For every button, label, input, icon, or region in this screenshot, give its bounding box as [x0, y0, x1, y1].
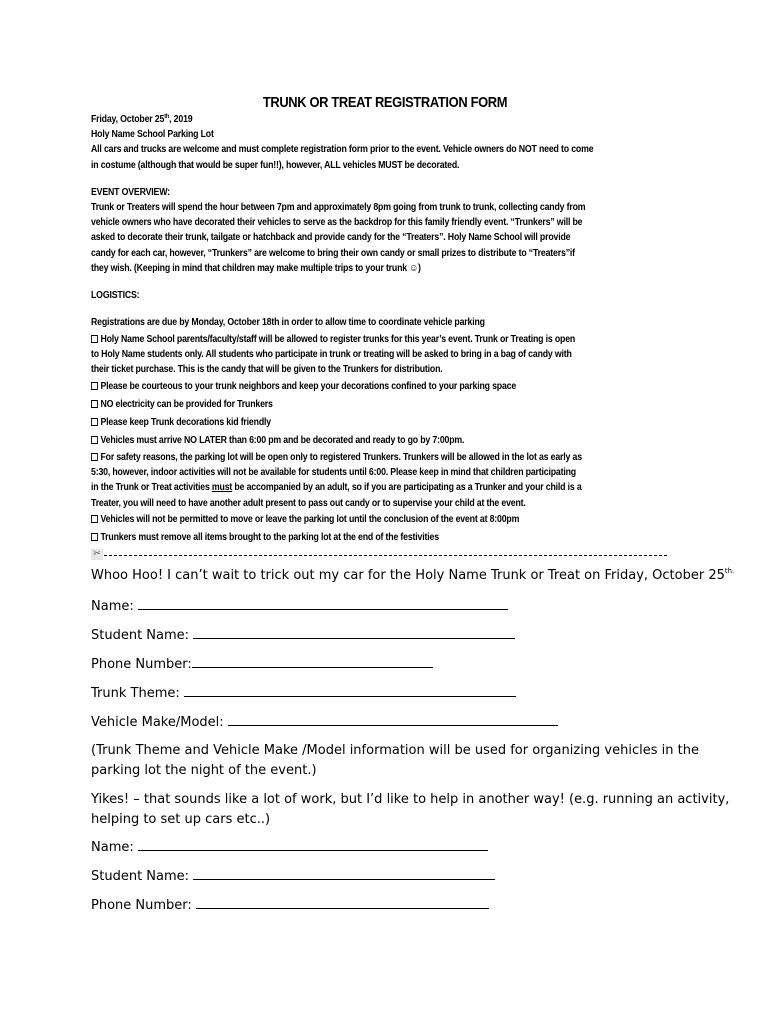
form-heading: Whoo Hoo! I can’t wait to trick out my car for the Holy Name Trunk or Treat on Friday, October $25^{th.}$ [91, 567, 735, 583]
checkbox-icon [91, 400, 98, 408]
logistics-item-7: Vehicles will not be permitted to move or leave the parking lot until the conclusion of the event at 8:00pm [91, 512, 676, 527]
logistics-item-8: Trunkers must remove all items brought to the parking lot at the end of the festivities [91, 530, 676, 545]
helper-student-name-input-line[interactable] [193, 867, 495, 880]
event-location: Holy Name School Parking Lot [91, 129, 214, 141]
intro-line-1: All cars and trucks are welcome and must complete registration form prior to the event. Vehicle owners do NOT need to come [91, 144, 594, 156]
event-date: Friday, October 25th, 2019 [91, 113, 193, 125]
helper-phone-number-field[interactable]: Phone Number: [91, 896, 489, 916]
name-input-line[interactable] [138, 597, 508, 610]
checkbox-icon [91, 436, 98, 444]
helper-name-field[interactable]: Name: [91, 838, 488, 858]
checkbox-icon [91, 382, 98, 390]
overview-line: candy for each car, however, “Trunkers” are welcome to bring their own candy or small prizes to distribute to “Treaters”if [91, 247, 575, 259]
logistics-item-1: Holy Name School parents/faculty/staff will be allowed to register trunks for this year’s event. Trunk or Treating is open to Holy Name students only. All students who participate in trunk or treating will be asked to bring in a bag of candy with their ticket purchase. This is the candy that will be given to the Trunkers for distribution. [91, 334, 576, 376]
trunk-theme-input-line[interactable] [184, 684, 516, 697]
checkbox-icon [91, 515, 98, 523]
info-note: (Trunk Theme and Vehicle Make /Model information will be used for organizing vehicles in the parking lot the night of the event.) [91, 743, 699, 778]
checkbox-icon [91, 418, 98, 426]
logistics-item-5: Vehicles must arrive NO LATER than 6:00 pm and be decorated and ready to go by 7:00pm. [91, 433, 676, 448]
logistics-item-6: For safety reasons, the parking lot will be open only to registered Trunkers. Trunkers will be allowed in the lot as early as 5:30, however, indoor activities will not be available for students until 6:00. Please keep in mind that children participating in the Trunk or Treat activities must be accompanied by an adult, so if you are participating as a Trunker and your child is a Treater, you will need to have another adult present to pass out candy or to supervise your child at the event. [91, 452, 582, 509]
intro-line-2: in costume (although that would be super fun!!), however, ALL vehicles MUST be decorated. [91, 159, 460, 171]
student-name-field[interactable]: Student Name: [91, 626, 515, 646]
overview-line: Trunk or Treaters will spend the hour between 7pm and approximately 8pm going from trunk to trunk, collecting candy from [91, 202, 586, 213]
name-field[interactable]: Name: [91, 597, 508, 617]
overview-body [91, 200, 676, 276]
dashed-divider [104, 555, 667, 556]
vehicle-input-line[interactable] [228, 713, 558, 726]
checkbox-icon [91, 533, 98, 541]
logistics-item-4: Please keep Trunk decorations kid friendly [91, 415, 676, 430]
helper-name-input-line[interactable] [138, 838, 488, 851]
trunk-theme-field[interactable]: Trunk Theme: [91, 684, 516, 704]
overview-line: they wish. (Keeping in mind that children may make multiple trips to your trunk ☺) [91, 262, 421, 274]
logistics-heading: LOGISTICS: [91, 290, 140, 301]
overview-heading: EVENT OVERVIEW: [91, 187, 170, 198]
overview-line: asked to decorate their trunk, tailgate or hatchback and provide candy for the “Treaters”. Holy Name School will provide [91, 232, 571, 244]
logistics-item-3: NO electricity can be provided for Trunkers [91, 397, 676, 412]
header-block [91, 112, 676, 173]
scissors-icon: ✂ [91, 549, 103, 560]
checkbox-icon [91, 453, 98, 461]
helper-phone-input-line[interactable] [196, 896, 489, 909]
form-title: TRUNK OR TREAT REGISTRATION FORM [262, 94, 508, 111]
student-name-input-line[interactable] [193, 626, 515, 639]
phone-number-field[interactable]: Phone Number: [91, 655, 433, 675]
phone-number-input-line[interactable] [192, 655, 433, 668]
helper-student-name-field[interactable]: Student Name: [91, 867, 495, 887]
overview-line: vehicle owners who have decorated their vehicles to serve as the backdrop for this family friendly event. “Trunkers” will be [91, 217, 583, 229]
help-note: Yikes! – that sounds like a lot of work, but I’d like to help in another way! (e.g. running an activity, helping to set up cars etc..) [91, 792, 730, 827]
checkbox-icon [91, 335, 98, 343]
vehicle-field[interactable]: Vehicle Make/Model: [91, 713, 558, 733]
logistics-item-2: Please be courteous to your trunk neighbors and keep your decorations confined to your parking space [91, 379, 676, 394]
cut-line [91, 549, 667, 561]
registration-due: Registrations are due by Monday, October 18th in order to allow time to coordinate vehicle parking [91, 317, 485, 328]
